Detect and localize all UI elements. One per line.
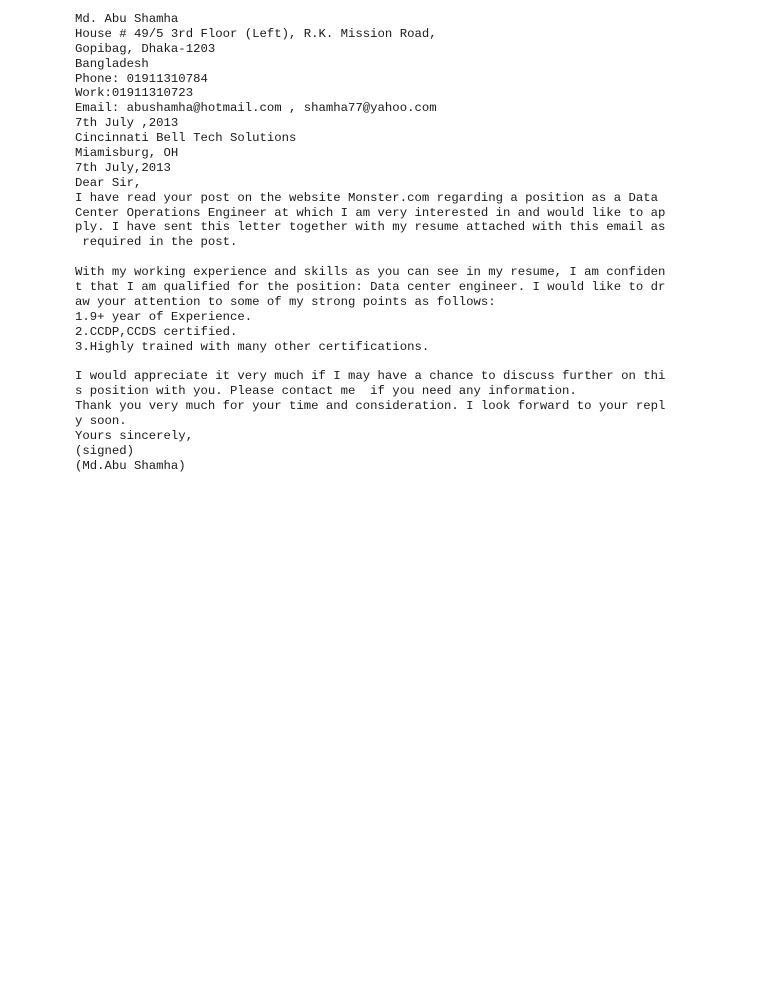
paragraph-1-line: Center Operations Engineer at which I am very interested in and would like to ap	[75, 205, 666, 220]
blank-line	[75, 354, 735, 369]
strength-list-item: 2.CCDP,CCDS certified.	[75, 324, 238, 339]
valediction: Yours sincerely,	[75, 428, 194, 443]
recipient-location: Miamisburg, OH	[75, 146, 179, 161]
paragraph-1-line: ply. I have sent this letter together with my resume attached with this email as	[75, 220, 666, 235]
recipient-date: 7th July,2013	[75, 160, 171, 175]
sender-phone: Phone: 01911310784	[75, 71, 208, 86]
signer-name: (Md.Abu Shamha)	[75, 458, 186, 473]
paragraph-3-line: I would appreciate it very much if I may have a chance to discuss further on thi	[75, 369, 666, 384]
paragraph-1-line: required in the post.	[75, 235, 238, 250]
letter-date: 7th July ,2013	[75, 116, 179, 131]
paragraph-3-line: s position with you. Please contact me if you need any information.	[75, 384, 577, 399]
sender-name: Md. Abu Shamha	[75, 12, 179, 26]
paragraph-2-line: t that I am qualified for the position: Data center engineer. I would like to dr	[75, 280, 666, 295]
sender-work-phone: Work:01911310723	[75, 86, 194, 101]
closing-line: Thank you very much for your time and consideration. I look forward to your repl	[75, 399, 666, 414]
sender-country: Bangladesh	[75, 56, 149, 71]
paragraph-2-line: With my working experience and skills as you can see in my resume, I am confiden	[75, 265, 666, 280]
paragraph-2-line: aw your attention to some of my strong points as follows:	[75, 294, 496, 309]
closing-line: y soon.	[75, 414, 127, 429]
blank-line	[75, 250, 735, 265]
sender-address-line-2: Gopibag, Dhaka-1203	[75, 41, 216, 56]
sender-address-line-1: House # 49/5 3rd Floor (Left), R.K. Mission Road,	[75, 26, 437, 41]
recipient-company: Cincinnati Bell Tech Solutions	[75, 131, 297, 146]
paragraph-1-line: I have read your post on the website Monster.com regarding a position as a Data	[75, 190, 658, 205]
strength-list-item: 3.Highly trained with many other certifications.	[75, 339, 430, 354]
salutation: Dear Sir,	[75, 175, 142, 190]
signature-note: (signed)	[75, 443, 135, 458]
strength-list-item: 1.9+ year of Experience.	[75, 309, 253, 324]
sender-email: Email: abushamha@hotmail.com , shamha77@yahoo.com	[75, 101, 437, 116]
letter-document	[75, 12, 735, 474]
